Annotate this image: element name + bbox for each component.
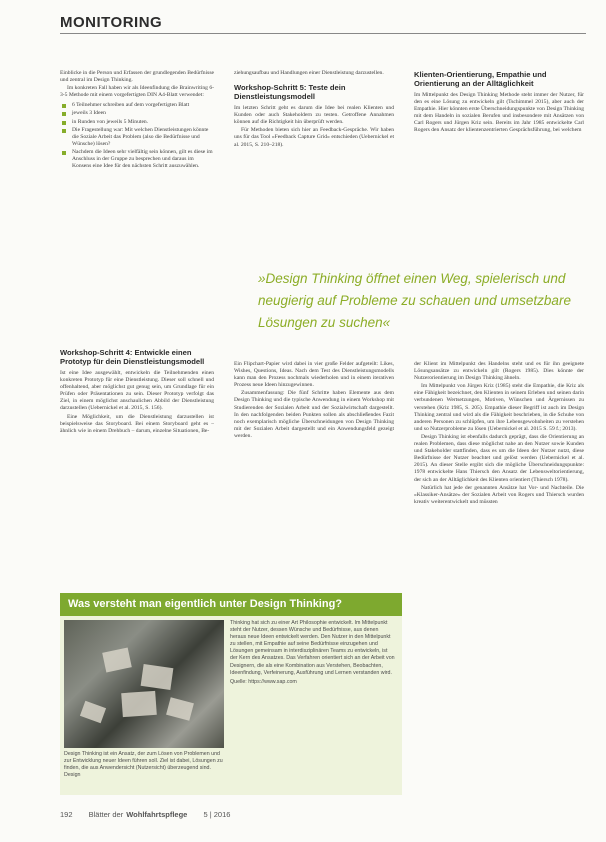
paragraph: Zusammenfassung: Die fünf Schritte haben Elemente aus dem Design Thinking und die typische Anwendung in einem Workshop mit Studierenden der Sozialen Arbeit und der Sozialwirtschaft dargestellt. In den nachfolgenden beiden Punkten sollen als abschließendes Fazit noch exemplarisch mögliche Überschneidungen von Design Thinking mit der Sozialen Arbeit dargestellt und ein Anwendungsfeld gezeigt werden. [234, 390, 394, 439]
column-3-top [414, 70, 584, 262]
page-footer [60, 810, 480, 819]
paragraph: Ein Flipchart-Papier wird dabei in vier große Felder aufgeteilt: Likes, Wishes, Questions, Ideas. Nach dem Test des Dienstleistungsmodells kann man den Prozess nochmals wiederholen und in einem iterativen Prozess neue Ideen hinzugewinnen. [234, 361, 394, 389]
paragraph: ziehungsaufbau und Handlungen einer Dienstleistung darzustellen. [234, 70, 384, 76]
paragraph: Im letzten Schritt geht es darum die Idee bei realen Klienten und Kunden oder auch Stakeholdern zu testen. Getroffene Annahmen können auf die Richtigkeit hin überprüft werden. [234, 105, 394, 126]
list-item: 6 Teilnehmer schreiben auf dem vorgefertigten Blatt [60, 102, 214, 109]
paragraph: Thinking hat sich zu einer Art Philosophie entwickelt. Im Mittelpunkt steht der Nutzer, dessen Wünsche und Bedürfnisse, aus denen heraus neue Ideen entwickelt werden. Den Nutzer in den Mittelpunkt zu stellen, mit Empathie auf seine Bedürfnisse einzugehen und Lösungen gemeinsam in interdisziplinären Teams zu entwickeln, ist der Kern des Ansatzes. Das Verfahren orientiert sich an der Arbeit von Designern, die als eine Kombination aus Verstehen, Beobachten, Ideenfindung, Verfeinerung, Ausführung und Lernen verstanden wird. [230, 620, 395, 676]
sticky-note-shape [80, 701, 106, 724]
section-heading: Workshop-Schritt 4: Entwickle einen Prototyp für dein Dienstleistungsmodell [60, 348, 205, 366]
pull-quote: »Design Thinking öffnet einen Weg, spielerisch und neugierig auf Probleme zu schauen und umsetzbare Lösungen zu suchen« [258, 271, 571, 330]
sticky-note-shape [141, 664, 174, 690]
sticky-note-shape [102, 648, 132, 673]
paragraph: Ist eine Idee ausgewählt, entwickeln die Teilnehmenden einen konkreten Prototyp für eine Dienstleistung. Dieser soll schnell und offenhaltend, aber möglichst gut genug sein, um Grundlage für ein Prüfen oder Präsentationen zu sein. Dieser Prototyp verfolgt das Ziel, in einem möglichst anschaulichen Abbild der Dienstleistung darzustellen (Uebernickel et al. 2015, S. 156). [60, 370, 214, 412]
info-box [60, 593, 402, 795]
column-2-bottom [234, 361, 394, 583]
section-heading: Workshop-Schritt 5: Teste dein Dienstleistungsmodell [234, 83, 346, 102]
sticky-note-shape [121, 691, 157, 717]
paragraph: Design Thinking ist ebenfalls dadurch geprägt, dass die Orientierung an realen Problemen, dass diese möglichst nahe an den Nutzer sowie Kunden und Stakeholder stattfinden, dass es um die Ideen der Nutzer nutzt, diese Bedürfnisse der Nutzer beachtet und gelöst werden (Uebernickel et al. 2015). An dieser Stelle ergibt sich die mögliche Überschneidungspunkte: 1978 entwickelte Hans Thiersch den Ansatz der Lebensweltorientierung, der sich an der Alltäglichkeit des Klienten orientiert (Thiersch 1978). [414, 433, 584, 483]
paragraph: Für Methoden bieten sich hier an Feedback-Gespräche. Wir haben uns für das Tool »Feedback Capture Grid« entschieden (Uebernickel et al. 2015, S. 210–218). [234, 127, 394, 148]
paragraph: Eine Möglichkeit, um die Dienstleistung darzustellen ist beispielsweise das Storyboard. Bei einem Storyboard geht es – ähnlich wie in einem Drehbuch – darum, einzelne Situationen, Be- [60, 413, 214, 434]
column-1-bottom [60, 348, 214, 586]
paragraph: Einblicke in die Person und Erfassen der grundlegenden Bedürfnisse und zentral im Design Thinking. [60, 70, 214, 84]
issue-number: 5 | 2016 [203, 810, 231, 819]
header-rule [60, 33, 586, 34]
bullet-list [60, 102, 214, 170]
column-3-bottom [414, 361, 584, 797]
paragraph: Im Mittelpunkt von Jürgen Kriz (1985) steht die Empathie, die Kriz als eine Fähigkeit bezeichnet, den Klienten in seinem Erleben und seinen darin verbundenen Wertsetzungen, Motiven, Wünschen und Ärgernissen zu verstehen (Kriz 1985, S. 205). Empathie dieser Begriff ist auch im Design Thinking zentral und wird als die Fähigkeit beschrieben, in die Schuhe von anderen Personen zu schlüpfen, um ihre Lebensgewohnheiten zu verstehen und so Nutzerprobleme zu lösen (Uebernickel et al. 2015 S. 59 f.; 2013). [414, 383, 584, 432]
list-item: Nachdem die Ideen sehr vielfältig sein können, gilt es diese im Anschluss in der Gruppe zu besprechen und daraus im Konsens eine Idee für den nächsten Schritt auszuwählen. [60, 149, 214, 170]
column-2-top [234, 70, 394, 262]
list-item: in Runden von jeweils 5 Minuten. [60, 119, 214, 126]
paragraph: der Klient im Mittelpunkt des Handelns steht und es für ihn geeignete Lösungsansätze zu entwickeln gilt (Rogers 1985). Dies könnte der Nutzerorientierung im Design Thinking ähneln. [414, 361, 584, 382]
paragraph: Im konkreten Fall haben wir als Ideenfindung die Brainwriting 6-3-5 Methode mit einem vorgefertigten DIN A4-Blatt verwendet: [60, 85, 214, 99]
paragraph: Im Mittelpunkt des Design Thinking Methode steht immer der Nutzer, für den es eine Lösung zu entwickeln gilt (Tschimmel 2015), aber auch der Empathie. Hier könnten erste Überschneidungspunkte von Design Thinking mit dem Handeln in sozialen Berufen und insbesondere mit Ansätzen von Carl Rogers und Jürgen Kriz sein. Bereits im Jahr 1985 entwickelte Carl Rogers den Ansatz der klientenzentrierten Gesprächsführung, bei welchem [414, 92, 584, 134]
list-item: jeweils 3 Ideen [60, 110, 214, 117]
source-line: Quelle: https://www.sap.com [230, 678, 297, 685]
list-item: Die Fragestellung war: Mit welchen Dienstleistungen könnte die Soziale Arbeit das Problem (also die Bedürfnisse und Wünsche) lösen? [60, 127, 214, 148]
workshop-photo [64, 620, 224, 748]
section-heading: Klienten-Orientierung, Empathie und Orientierung an der Alltäglichkeit [414, 70, 547, 88]
sticky-note-shape [166, 697, 194, 721]
paragraph: Natürlich hat jede der genannten Ansätze hat Vor- und Nachteile. Die »Klassiker-Ansätze« der Sozialen Arbeit von Rogers und Thiersch wurden kreativ weiterentwickelt und müssten [414, 484, 584, 505]
journal-name: Blätter der Wohlfahrtspflege [88, 810, 188, 819]
info-box-text [230, 620, 396, 686]
info-box-title: Was versteht man eigentlich unter Design Thinking? [60, 593, 402, 616]
photo-caption: Design Thinking ist ein Ansatz, der zum Lösen von Problemen und zur Entwicklung neuer Ideen führen soll. Ziel ist dabei, Lösungen zu finden, die aus Anwendersicht (Nutzersicht) überzeugend sind. Design [64, 751, 223, 778]
column-1-top [60, 70, 214, 330]
running-head: MONITORING [60, 14, 163, 31]
page-number: 192 [60, 810, 73, 819]
